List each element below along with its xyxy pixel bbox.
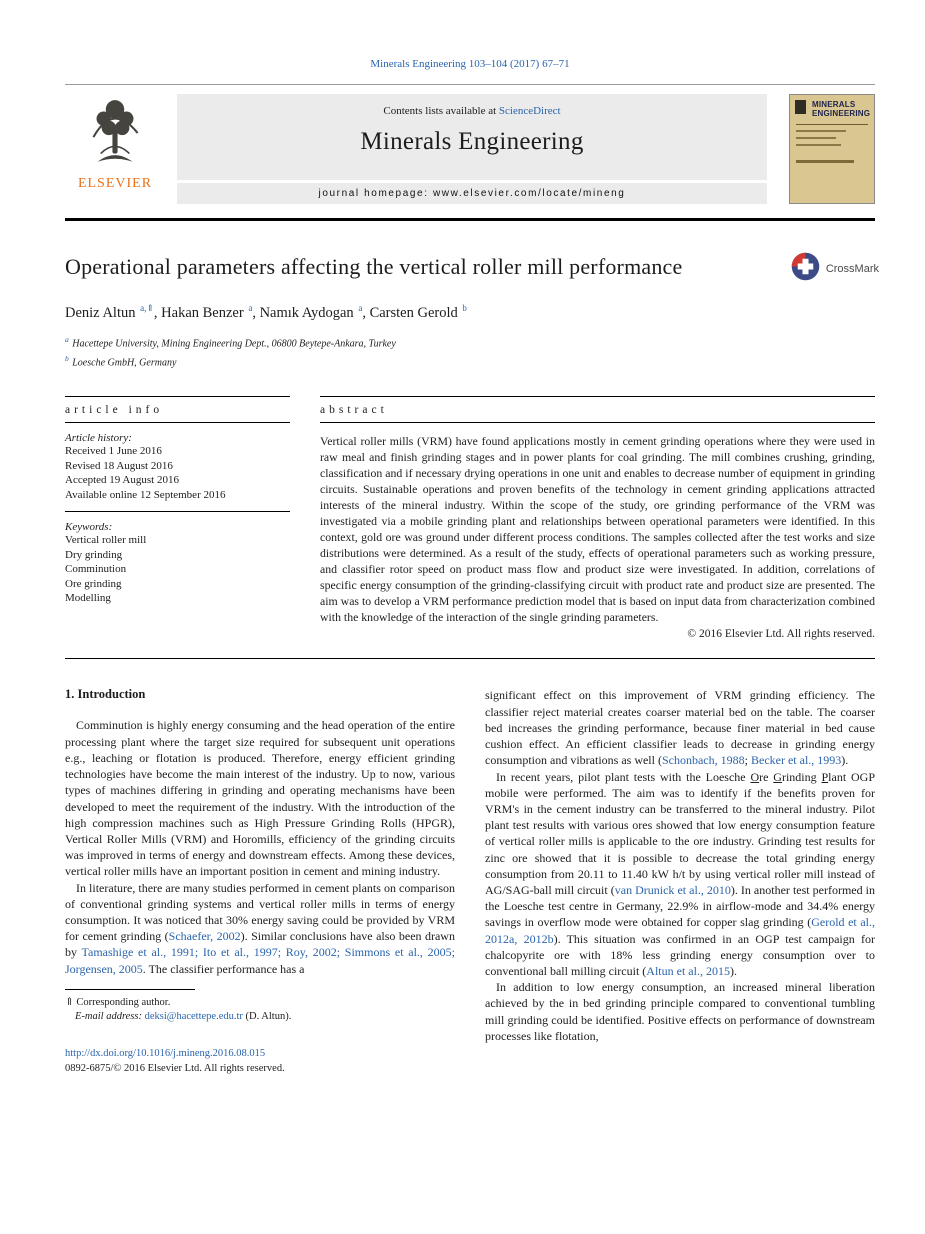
journal-header-band bbox=[65, 94, 875, 204]
author-affiliation-superscript: a bbox=[248, 303, 253, 313]
body-right-column bbox=[485, 687, 875, 1075]
top-citation-row bbox=[65, 0, 875, 70]
article-info-heading: article info bbox=[65, 396, 290, 423]
copyright-line: © 2016 Elsevier Ltd. All rights reserved. bbox=[687, 628, 875, 641]
info-abstract-section bbox=[65, 396, 875, 640]
keywords-label: Keywords: bbox=[65, 521, 113, 534]
author-affiliation-superscript: a,⇑ bbox=[140, 303, 154, 313]
section-heading-introduction: 1. Introduction bbox=[65, 687, 146, 702]
author-affiliation-superscript: a bbox=[358, 303, 363, 313]
italic-label: E-mail address: bbox=[75, 1010, 142, 1022]
contents-prefix: Contents lists available at bbox=[383, 105, 499, 117]
body-columns bbox=[65, 687, 875, 1075]
history-line: Received 1 June 2016 bbox=[65, 445, 162, 458]
history-line: Revised 18 August 2016 bbox=[65, 459, 173, 472]
article-title: Operational parameters affecting the vertical roller mill performance bbox=[65, 254, 683, 279]
title-row bbox=[65, 253, 879, 281]
cover-title-line1: MINERALS bbox=[812, 100, 856, 109]
authors-line: Deniz Altun $^{a,⇑}$, Hakan Benzer $^a$, Namık Aydogan $^a$, Carsten Gerold $^b$ bbox=[65, 303, 467, 321]
citation-link[interactable]: Schonbach, 1988 bbox=[661, 753, 745, 768]
affiliation-line: $^a$ Hacettepe University, Mining Engineering Dept., 06800 Beytepe-Ankara, Turkey bbox=[65, 334, 396, 350]
journal-title: Minerals Engineering bbox=[360, 128, 584, 155]
keyword-item: Comminution bbox=[65, 563, 127, 576]
info-divider bbox=[65, 511, 290, 512]
top-rule bbox=[65, 84, 875, 85]
cover-title bbox=[812, 100, 871, 118]
citation-link[interactable]: Gerold et al., 2012a, 2012b bbox=[485, 915, 875, 946]
keyword-item: Vertical roller mill bbox=[65, 534, 147, 547]
keyword-item: Modelling bbox=[65, 592, 111, 605]
body-paragraph: In literature, there are many studies performed in cement plants on comparison of conventional grinding systems and vertical roller mills in terms of energy consumption. It was noticed that 30% energy saving could be provided by VRM for cement grinding (Schaefer, 2002). Similar conclusions have also been drawn by Tamashige et al., 1991; Ito et al., 1997; Roy, 2002; Simmons et al., 2005; Jorgensen, 2005. The classifier performance has a bbox=[65, 880, 455, 976]
issn-line: 0892-6875/© 2016 Elsevier Ltd. All rights reserved. bbox=[65, 1062, 285, 1074]
citation-link[interactable]: Tamashige et al., 1991; Ito et al., 1997; Roy, 2002; Simmons et al., 2005; Jorgensen, 2005 bbox=[65, 945, 455, 976]
history-line: Available online 12 September 2016 bbox=[65, 488, 226, 501]
elsevier-logo bbox=[65, 94, 165, 204]
crossmark-label: CrossMark bbox=[825, 263, 879, 275]
crossmark-icon bbox=[790, 251, 821, 287]
history-label: Article history: bbox=[65, 432, 132, 445]
footnote-block bbox=[65, 977, 455, 1076]
elsevier-tree-icon bbox=[84, 94, 146, 175]
journal-citation-link[interactable]: Minerals Engineering 103–104 (2017) 67–71 bbox=[370, 58, 570, 70]
underlined-text: G bbox=[773, 769, 782, 784]
affiliations bbox=[65, 333, 875, 371]
elsevier-wordmark: ELSEVIER bbox=[77, 176, 153, 191]
body-paragraph: Comminution is highly energy consuming and the head operation of the entire processing plant where the target size required for subsequent unit operations e.g., leaching or flotation is produced. Therefore, energy efficient grinding technologies have become the main interest of the industry. Up to now, various types of machines differing in grinding and operating mechanisms have been developed to meet the requirement of the industry. With the introduction of the high compression machines such as High Pressure Grinding Rolls (HPGR), Vertical Roller Mills (VRM) and Horomills, efficiency of the grinding circuits was improved in terms of energy and downstream effects. Among these devices, vertical roller mills have an important position in cement and mining industry. bbox=[65, 718, 455, 879]
underlined-text: P bbox=[821, 769, 829, 784]
cover-text-line bbox=[796, 137, 836, 139]
citation-link[interactable]: Becker et al., 1993 bbox=[750, 753, 842, 768]
body-paragraph: significant effect on this improvement of VRM grinding efficiency. The classifier reject material creates coarser material bed on the table. The coarser bed increases the grinding performance, because finer material in bed cause cushion effect. An efficient classifier leads to decrease in grinding energy consumption and vibrations as well (Schonbach, 1988; Becker et al., 1993). bbox=[485, 688, 875, 768]
citation-link[interactable]: deksi@hacettepe.edu.tr bbox=[144, 1010, 243, 1022]
affiliation-line: $^b$ Loesche GmbH, Germany bbox=[65, 353, 177, 368]
email-line: E-mail address: deksi@hacettepe.edu.tr (D. Altun). bbox=[75, 1010, 292, 1022]
journal-homepage-link[interactable]: journal homepage: www.elsevier.com/locate/mineng bbox=[177, 183, 767, 204]
cover-logo-mark bbox=[795, 100, 806, 114]
cover-text-line bbox=[796, 130, 846, 132]
author-affiliation-superscript: b bbox=[65, 353, 69, 363]
keyword-item: Dry grinding bbox=[65, 548, 123, 561]
cover-title-line2: ENGINEERING bbox=[812, 109, 871, 118]
body-paragraph: In recent years, pilot plant tests with the Loesche Ore Grinding Plant OGP mobile were performed. The aim was to identify if the benefits proven for VRM's in the cement industry can be transferred to the mineral industry. Pilot plant test results with various ores showed that low energy consumption feature of vertical roller mills is applicable to the ore industry. Grinding test results for zinc ore showed that it is possible to decrease the total grinding energy consumption from 20.11 to 11.40 kW h/t by using vertical roller mill instead of AG/SAG-ball mill circuit (van Drunick et al., 2010). In another test performed in the Loesche test centre in Germany, 22.9% in airflow-mode and 34.4% energy savings in overflow mode were obtained for copper slag grinding (Gerold et al., 2012a, 2012b). This situation was confirmed in an OGP test campaign for chalcopyrite ore with 18% less grinding energy consumption over to conventional ball milling circuit (Altun et al., 2015). bbox=[485, 769, 875, 978]
underlined-text: O bbox=[750, 769, 760, 784]
history-line: Accepted 19 August 2016 bbox=[65, 474, 179, 487]
citation-link[interactable]: van Drunick et al., 2010 bbox=[614, 882, 731, 897]
journal-masthead bbox=[177, 94, 767, 204]
article-info-column bbox=[65, 396, 290, 640]
journal-cover-thumbnail bbox=[789, 94, 875, 204]
header-black-rule bbox=[65, 218, 875, 221]
cover-footer-bar bbox=[796, 160, 854, 163]
doi-block bbox=[65, 1046, 455, 1076]
citation-link[interactable]: Altun et al., 2015 bbox=[646, 963, 730, 978]
author-affiliation-superscript: a bbox=[65, 334, 69, 344]
body-left-column bbox=[65, 687, 455, 1075]
footnote-rule bbox=[65, 989, 195, 990]
contents-line bbox=[177, 105, 767, 117]
masthead-top bbox=[177, 94, 767, 180]
author-affiliation-superscript: b bbox=[462, 303, 467, 313]
keyword-item: Ore grinding bbox=[65, 577, 122, 590]
cover-rule bbox=[796, 124, 868, 125]
abstract-text: Vertical roller mills (VRM) have found applications mostly in cement grinding operations where they were used in raw meal and finish grinding stages and in power plants for coal grinding. The mill combines crushing, grinding, classification and if necessary drying operations in one unit and enables to decrease number of equipment in grinding circuits. Sustainable operations and proven benefits of the technology in cement grinding applications attracted interests of the mineral industry. Within the scope of the study, ore grinding performance of the VRM was investigated via a mobile grinding plant and relationships between operational parameters were identified. In this context, gold ore was ground under different process conditions. The samples collected after the test works and size distributions were determined. As a result of the study, effects of operational parameters such as working pressure, and classifier rotor speed on product mass flow and product size were investigated. In addition, correlations of specific energy consumption of the grinding-classifying circuit with product rate and product size are presented. The aim was to develop a VRM performance prediction model that is based on input data from characterization combined with the knowledge of the interaction of the single grinding parameters. bbox=[320, 434, 875, 625]
crossmark-badge[interactable] bbox=[790, 251, 879, 287]
abstract-column bbox=[320, 396, 875, 640]
corresponding-author-note: ⇑ Corresponding author. bbox=[65, 996, 171, 1008]
body-divider-rule bbox=[65, 658, 875, 659]
sciencedirect-link[interactable]: ScienceDirect bbox=[498, 105, 561, 117]
cover-text-line bbox=[796, 144, 841, 146]
abstract-heading: abstract bbox=[320, 396, 875, 423]
citation-link[interactable]: Schaefer, 2002 bbox=[168, 929, 241, 944]
body-paragraph: In addition to low energy consumption, an increased mineral liberation achieved by the in bed grinding principle compared to conventional tumbling mill grinding could be identified. Positive effects on performance of downstream processes like flotation, bbox=[485, 980, 875, 1043]
doi-link[interactable]: http://dx.doi.org/10.1016/j.mineng.2016.08.015 bbox=[65, 1047, 266, 1059]
